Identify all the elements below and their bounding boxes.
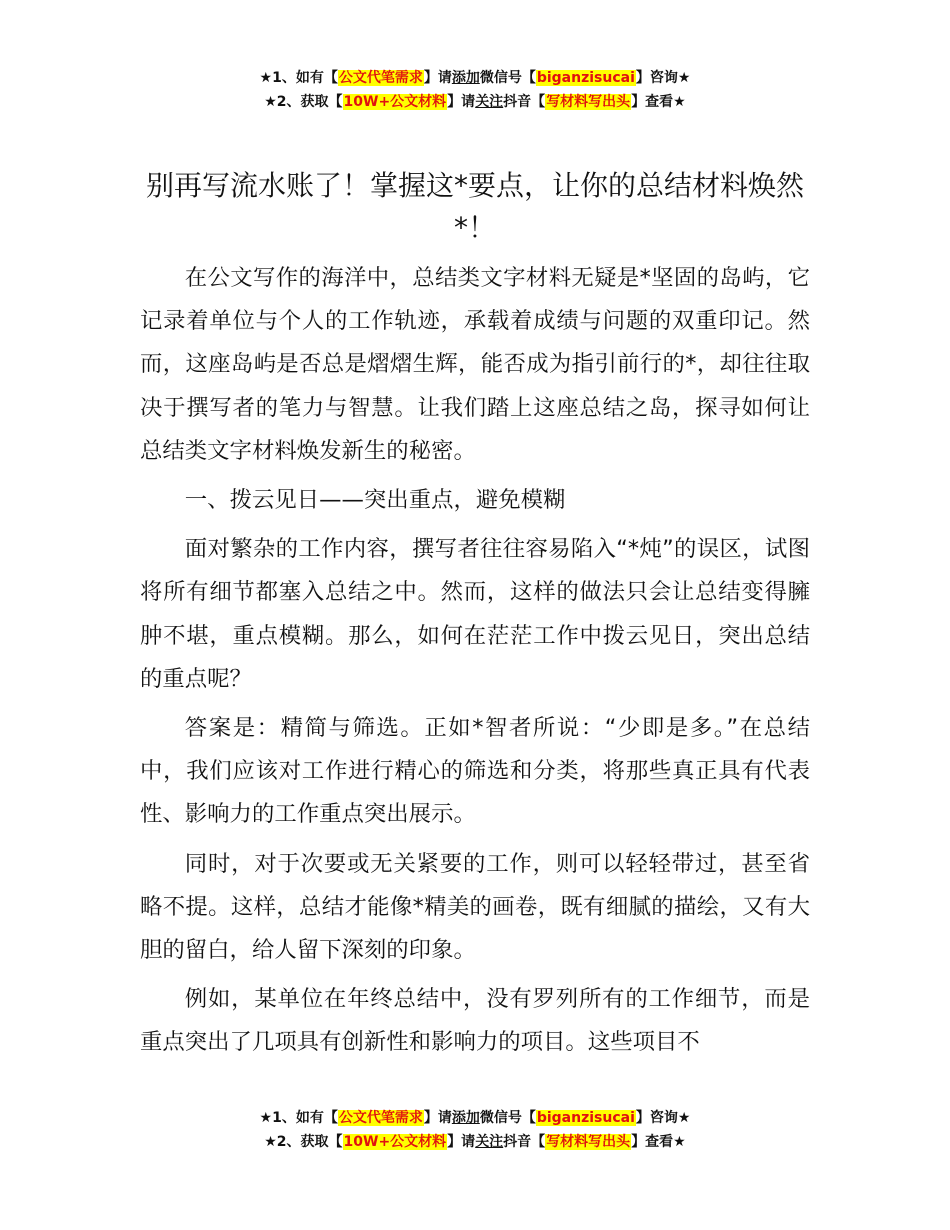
banner-text: 】查看★ — [631, 1134, 686, 1150]
banner-text: 抖音【 — [503, 1134, 546, 1150]
banner-text: 】咨询★ — [635, 70, 691, 86]
banner-highlight: 10W+公文材料 — [343, 94, 447, 110]
banner-highlight: 写材料写出头 — [546, 1134, 631, 1150]
paragraph: 面对繁杂的工作内容，撰写者往往容易陷入“*炖”的误区，试图将所有细节都塞入总结之中。然而，这样的做法只会让总结变得臃肿不堪，重点模糊。那么，如何在茫茫工作中拨云见日，突出总结的重点呢？ — [140, 536, 810, 692]
banner-text: ★1、如有【 — [259, 1110, 338, 1126]
banner-text: 】请 — [423, 70, 452, 86]
paragraph: 答案是：精简与筛选。正如*智者所说：“少即是多。”在总结中，我们应该对工作进行精心的筛选和分类，将那些真正具有代表性、影响力的工作重点突出展示。 — [140, 715, 810, 828]
header-banner — [0, 66, 950, 114]
banner-text: 】查看★ — [631, 94, 686, 110]
banner-highlight: 写材料写出头 — [546, 94, 631, 110]
banner-underline: 关注 — [475, 1134, 504, 1150]
banner-underline: 添加 — [451, 70, 480, 86]
paragraph: 例如，某单位在年终总结中，没有罗列所有的工作细节，而是重点突出了几项具有创新性和影响力的项目。这些项目不 — [140, 986, 810, 1056]
document-title: 别再写流水账了！掌握这*要点，让你的总结材料焕然*！ — [145, 169, 804, 244]
banner-text: ★2、获取【 — [264, 94, 343, 110]
paragraph: 同时，对于次要或无关紧要的工作，则可以轻轻带过，甚至省略不提。这样，总结才能像*精美的画卷，既有细腻的描绘，又有大胆的留白，给人留下深刻的印象。 — [140, 850, 810, 964]
banner-text: 抖音【 — [503, 94, 546, 110]
banner-text: 微信号【 — [479, 1110, 536, 1126]
banner-line-1 — [0, 66, 950, 90]
banner-line-2 — [0, 1130, 950, 1154]
banner-text: 】请 — [423, 1110, 452, 1126]
paragraph: 在公文写作的海洋中，总结类文字材料无疑是*坚固的岛屿，它记录着单位与个人的工作轨迹，承载着成绩与问题的双重印记。然而，这座岛屿是否总是熠熠生辉，能否成为指引前行的*，却往往取决于撰写者的笔力与智慧。让我们踏上这座总结之岛，探寻如何让总结类文字材料焕发新生的秘密。 — [140, 265, 810, 464]
footer-banner — [0, 1106, 950, 1154]
banner-text: 】咨询★ — [635, 1110, 691, 1126]
banner-highlight: 公文代笔需求 — [338, 1110, 423, 1126]
banner-highlight: biganzisucai — [536, 1110, 635, 1126]
banner-highlight: 10W+公文材料 — [343, 1134, 447, 1150]
banner-underline: 关注 — [475, 94, 504, 110]
banner-underline: 添加 — [451, 1110, 480, 1126]
banner-line-2 — [0, 90, 950, 114]
banner-text: ★1、如有【 — [259, 70, 338, 86]
section-heading: 一、拨云见日——突出重点，避免模糊 — [184, 487, 566, 514]
banner-text: 】请 — [447, 1134, 476, 1150]
banner-line-1 — [0, 1106, 950, 1130]
banner-text: 】请 — [447, 94, 476, 110]
document-body — [140, 165, 810, 1065]
banner-text: ★2、获取【 — [264, 1134, 343, 1150]
banner-text: 微信号【 — [479, 70, 536, 86]
banner-highlight: 公文代笔需求 — [338, 70, 423, 86]
banner-highlight: biganzisucai — [536, 70, 635, 86]
